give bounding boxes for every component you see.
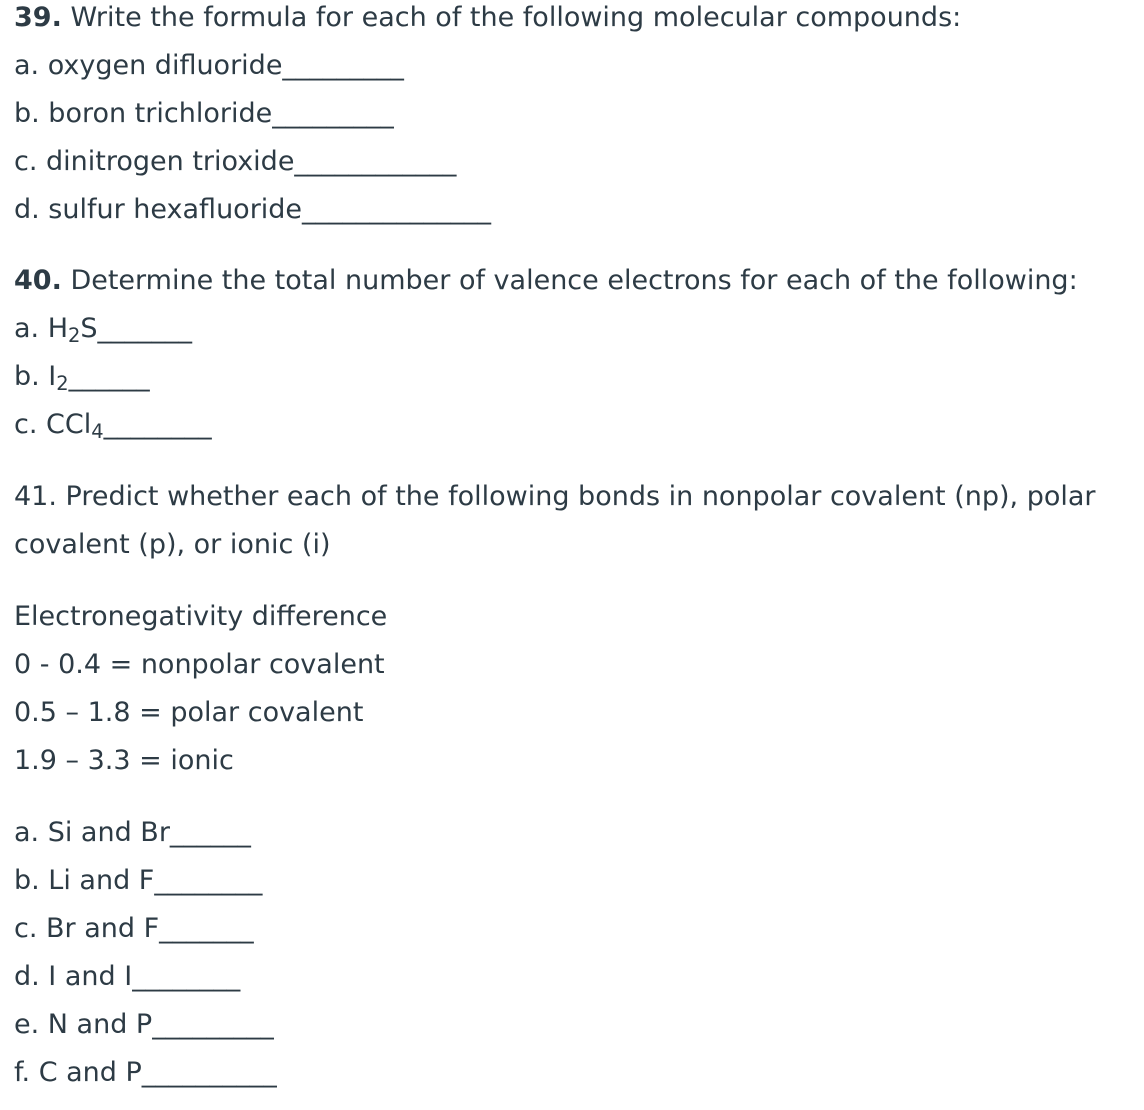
q41-item-c: c. Br and F_______ (14, 913, 254, 944)
q41-prompt-line-2: covalent (p), or ionic (i) (14, 529, 331, 560)
q40-item-b-prefix: b. I (14, 361, 57, 392)
q40-item-b (14, 359, 150, 395)
en-range-ionic: 1.9 – 3.3 = ionic (14, 745, 234, 776)
q41-item-b: b. Li and F________ (14, 865, 263, 896)
q41-prompt-line-1: 41. Predict whether each of the following bonds in nonpolar covalent (np), polar (14, 481, 1096, 512)
en-range-polar: 0.5 – 1.8 = polar covalent (14, 697, 364, 728)
q40-prompt: Determine the total number of valence electrons for each of the following: (70, 265, 1078, 296)
q41-item-e: e. N and P_________ (14, 1009, 274, 1040)
q40-item-c (14, 407, 212, 443)
en-range-nonpolar: 0 - 0.4 = nonpolar covalent (14, 649, 385, 680)
q39-item-a: a. oxygen difluoride_________ (14, 50, 404, 81)
q39-item-b: b. boron trichloride_________ (14, 98, 394, 129)
q39-heading (14, 0, 961, 36)
q41-item-f: f. C and P__________ (14, 1057, 277, 1088)
q40-heading (14, 263, 1078, 299)
q41-item-d: d. I and I________ (14, 961, 241, 992)
q39-item-c: c. dinitrogen trioxide____________ (14, 146, 457, 177)
q40-item-c-subscript: 4 (91, 419, 104, 443)
q40-number: 40. (14, 265, 62, 296)
q41-item-a: a. Si and Br______ (14, 817, 251, 848)
en-heading: Electronegativity difference (14, 601, 388, 632)
q39-item-d: d. sulfur hexafluoride______________ (14, 194, 492, 225)
q40-item-a-subscript: 2 (68, 323, 81, 347)
q40-item-a-prefix: a. H (14, 313, 69, 344)
q40-item-b-subscript: 2 (56, 371, 69, 395)
q40-item-b-suffix: ______ (68, 361, 150, 392)
q39-prompt: Write the formula for each of the following molecular compounds: (70, 2, 962, 33)
q39-number: 39. (14, 2, 62, 33)
q40-item-a (14, 311, 192, 347)
q40-item-a-suffix: S_______ (80, 313, 193, 344)
q40-item-c-prefix: c. CCl (14, 409, 92, 440)
q40-item-c-suffix: ________ (103, 409, 212, 440)
